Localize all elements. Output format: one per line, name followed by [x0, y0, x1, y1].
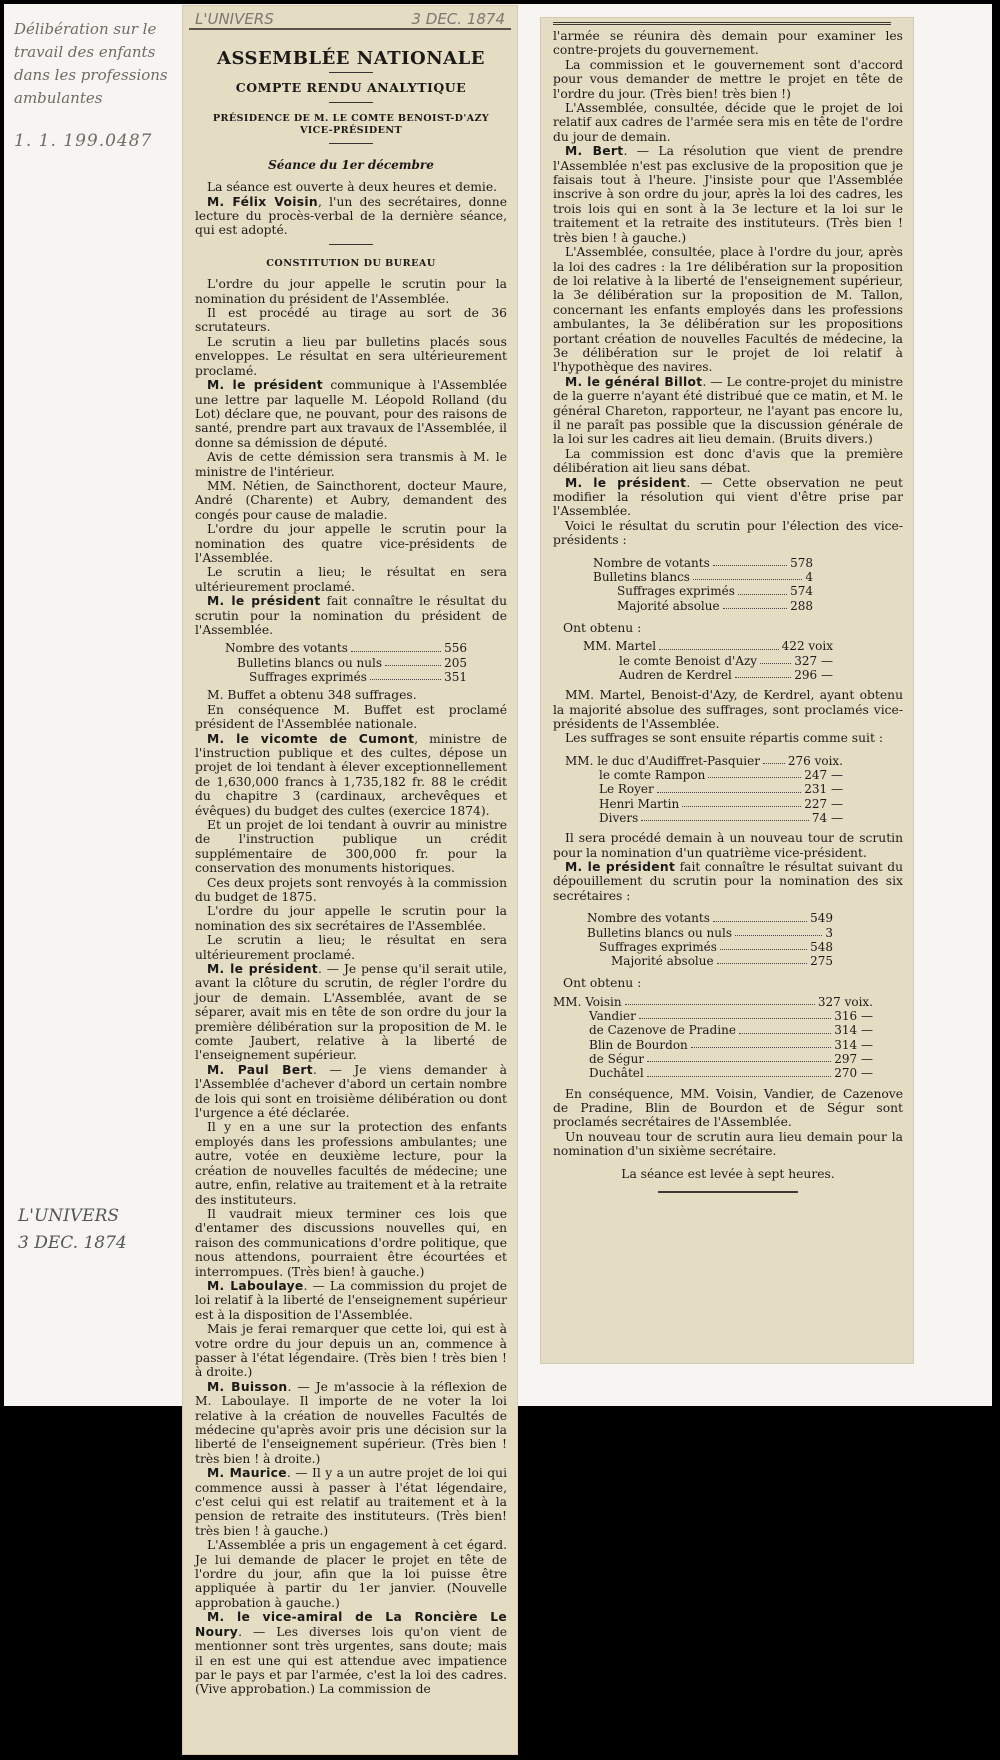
- tally-label: Majorité absolue: [617, 598, 720, 613]
- paragraph: Ces deux projets sont renvoyés à la commission du budget de 1875.: [195, 875, 507, 904]
- paragraph: [553, 375, 903, 447]
- divider: [329, 72, 373, 73]
- tally-value: 4: [805, 569, 813, 584]
- result-row: [553, 1052, 873, 1066]
- divider: [329, 102, 373, 103]
- tally-label: Suffrages exprimés: [599, 939, 717, 954]
- paragraph: L'ordre du jour appelle le scrutin pour la nomination des six secrétaires de l'Assemblée.: [195, 904, 507, 933]
- other-results: [565, 754, 843, 825]
- speaker: M. le président: [565, 860, 676, 875]
- speaker: M. Paul Bert: [207, 1062, 313, 1077]
- result-row: [565, 797, 843, 811]
- result-votes: 247 —: [804, 768, 843, 783]
- tally-label: Majorité absolue: [611, 954, 714, 969]
- divider: [329, 244, 373, 245]
- paragraph: M. Buffet a obtenu 348 suffrages.: [207, 688, 417, 703]
- secretary-tally: [587, 911, 833, 968]
- result-name: MM. le duc d'Audiffret-Pasquier: [565, 753, 760, 768]
- tally-row: [593, 570, 813, 584]
- paragraph: L'Assemblée, consultée, décide que le projet de loi relatif aux cadres de l'armée sera mis en tête de l'ordre du jour de demain.: [553, 101, 903, 144]
- result-row: [553, 1066, 873, 1080]
- paragraph: [195, 378, 507, 450]
- tally-row: [587, 954, 833, 968]
- speech: . — La résolution que vient de prendre l'Assemblée n'est pas exclusive de la proposition que je faisais tout à l'heure. J'insiste pour que l'Assemblée inscrive à son ordre du jour, après la loi des cadres, les trois lois qui en sont à la 3e lecture et la loi sur le traitement et la retraite des instituteurs. (Très bien ! très bien ! à gauche.): [553, 144, 903, 245]
- article-title: ASSEMBLÉE NATIONALE: [216, 48, 485, 69]
- tally-value: 351: [444, 670, 467, 684]
- paragraph: MM. Martel, Benoist-d'Azy, de Kerdrel, ayant obtenu la majorité absolue des suffrages, sont proclamés vice-présidents de l'Assemblée.: [553, 688, 903, 731]
- speech: . — Je pense qu'il serait utile, avant la clôture du scrutin, de régler l'ordre du jour de demain. L'Assemblée, avant de se séparer, avait mis en tête de son ordre du jour la première délibération sur la proposition de M. le comte Jaubert, relative à la liberté de l'enseignement supérieur.: [195, 962, 507, 1063]
- tally-label: Suffrages exprimés: [617, 584, 735, 599]
- speaker: M. Buisson: [207, 1379, 288, 1394]
- paragraph: [195, 1610, 507, 1696]
- speech: , l'un des secrétaires, donne lecture du procès-verbal de la dernière séance, qui est adopté.: [195, 194, 507, 238]
- paragraph: MM. Nétien, de Saincthorent, docteur Maure, André (Charente) et Aubry, demandent des congés pour cause de maladie.: [195, 478, 507, 522]
- speaker: M. le vicomte de Cumont: [207, 731, 415, 746]
- speech: . — La commission du projet de loi relatif à la liberté de l'enseignement supérieur est à la disposition de l'Assemblée.: [195, 1278, 507, 1322]
- result-name: le comte Benoist d'Azy: [619, 653, 758, 668]
- source-paper: L'UNIVERS: [18, 1206, 120, 1226]
- paragraph: [195, 1279, 507, 1322]
- tally-row: [593, 599, 813, 613]
- result-row: [565, 811, 843, 825]
- source-date: 3 DEC. 1874: [18, 1233, 127, 1253]
- paragraph: [195, 594, 507, 637]
- result-votes: 231 —: [804, 782, 843, 797]
- tally-label: Bulletins blancs: [593, 569, 690, 584]
- paragraph: Il vaudrait mieux terminer ces lois que d'entamer des discussions nouvelles qui, en raison des communications d'ordre politique, que nous attendons, pourraient être écourtées et interrompues. (Très bien! à gauche.): [195, 1206, 507, 1279]
- president-tally: [225, 641, 467, 684]
- handwritten-source: [18, 1203, 127, 1257]
- paragraph: Voici le résultat du scrutin pour l'élection des vice-présidents :: [553, 518, 903, 548]
- paragraph: [195, 1466, 507, 1538]
- paragraph: Et un projet de loi tendant à ouvrir au ministre de l'instruction publique un crédit supplémentaire de 300,000 fr. pour la conservation des monuments historiques.: [195, 817, 507, 876]
- vice-president-text: VICE-PRÉSIDENT: [299, 124, 403, 136]
- result-votes: 74 —: [811, 810, 843, 825]
- tally-label: Bulletins blancs ou nuls: [587, 925, 733, 940]
- paragraph: Le scrutin a lieu; le résultat en sera ultérieurement proclamé.: [195, 933, 507, 962]
- result-row: [553, 1038, 873, 1052]
- tally-value: 275: [810, 954, 833, 969]
- speaker: M. le président: [207, 594, 321, 609]
- result-row: [553, 1023, 873, 1037]
- result-row: [583, 668, 833, 682]
- result-name: Audren de Kerdrel: [619, 667, 732, 682]
- paragraph: L'Assemblée a pris un engagement à cet égard. Je lui demande de placer le projet en tête de l'ordre du jour, afin que la loi puisse être appliquée à partir du 1er janvier. (Nouvelle approbation à gauche.): [195, 1538, 507, 1610]
- speaker: M. le président: [207, 962, 318, 977]
- tally-value: 556: [444, 641, 467, 656]
- top-rule: [553, 22, 891, 25]
- paragraph: Les suffrages se sont ensuite répartis comme suit :: [565, 731, 883, 746]
- tally-row: [587, 926, 833, 940]
- speaker: M. Bert: [565, 144, 624, 159]
- speech: , ministre de l'instruction publique et des cultes, dépose un projet de loi tendant à élever exceptionnellement de 1,630,000 francs à 1,735,182 fr. 88 le crédit du chapitre 3 (cardinaux, archevêques et évêques) du budget des cultes (exercice 1874).: [195, 731, 507, 818]
- speech: . — Je m'associe à la réflexion de M. Laboulaye. Il importe de ne voter la loi relative à la création de nouvelles Facultés de médecine qu'après avoir pris une décision sur la liberté de l'enseignement supérieur. (Très bien ! très bien ! à droite.): [195, 1379, 508, 1466]
- result-name: MM. Martel: [583, 639, 657, 654]
- speaker: M. le général Billot: [565, 374, 703, 389]
- result-row: [583, 654, 833, 668]
- result-name: le comte Rampon: [599, 768, 706, 783]
- tally-row: [593, 584, 813, 598]
- section-heading: CONSTITUTION DU BUREAU: [266, 257, 436, 269]
- tally-row: [587, 940, 833, 954]
- handwritten-note: [14, 18, 184, 153]
- paragraph: En conséquence M. Buffet est proclamé président de l'Assemblée nationale.: [195, 702, 507, 732]
- result-votes: 327 —: [794, 653, 833, 668]
- speaker: M. Maurice: [207, 1466, 287, 1481]
- paragraph: Avis de cette démission sera transmis à M. le ministre de l'intérieur.: [195, 450, 507, 479]
- vp-results: [583, 639, 833, 682]
- article-subtitle: COMPTE RENDU ANALYTIQUE: [235, 80, 467, 96]
- paragraph: L'ordre du jour appelle le scrutin pour la nomination du président de l'Assemblée.: [195, 277, 507, 306]
- clipping-column-2: [541, 18, 913, 1363]
- result-name: Vandier: [589, 1009, 636, 1024]
- clipping-column-1: [183, 6, 517, 1754]
- paragraph: [195, 195, 507, 238]
- result-row: [583, 639, 833, 653]
- secretary-results: [553, 995, 873, 1081]
- speech: . — Les diverses lois qu'on vient de mentionner sont très urgentes, sans doute; mais il en est une qui est attendue avec impatience par le pays et par l'armée, c'est la loi des cadres. (Vive approbation.) La commission de: [195, 1624, 507, 1697]
- seance-heading: Séance du 1er décembre: [268, 157, 434, 172]
- speaker: M. Félix Voisin: [207, 194, 318, 209]
- vp-tally: [593, 556, 813, 613]
- paragraph: [195, 1380, 507, 1466]
- result-name: MM. Voisin: [553, 994, 622, 1009]
- result-name: Divers: [599, 810, 639, 825]
- result-name: Henri Martin: [599, 796, 680, 811]
- paragraph: L'Assemblée, consultée, place à l'ordre du jour, après la loi des cadres : la 1re délibération sur la proposition de loi relative à la liberté de l'enseignement supérieur, la 3e délibération sur la proposition de M. Tallon, concernant les enfants employés dans les professions ambulantes, la 3e délibération sur les propositions portant création de nouvelles Facultés de médecine, la 3e délibération sur le projet de loi relatif à l'hypothèque des navires.: [553, 245, 903, 375]
- tally-value: 548: [810, 939, 833, 954]
- result-row: [565, 768, 843, 782]
- result-name: de Ségur: [589, 1052, 645, 1067]
- result-votes: 327 voix.: [817, 994, 873, 1009]
- tally-label: Bulletins blancs ou nuls: [237, 655, 383, 670]
- speaker: M. le vice-amiral de La Roncière Le Noury: [195, 1610, 507, 1639]
- speech: . — Cette observation ne peut modifier la résolution qui vient d'être prise par l'Assemblée.: [553, 475, 903, 519]
- note-line-4: ambulantes: [14, 89, 103, 107]
- result-votes: 296 —: [794, 667, 833, 682]
- tally-label: Nombre de votants: [593, 555, 710, 570]
- tally-value: 205: [444, 655, 467, 670]
- result-votes: 297 —: [834, 1052, 873, 1067]
- result-votes: 276 voix.: [787, 753, 843, 768]
- result-votes: 422 voix: [781, 639, 833, 654]
- paragraph: [553, 860, 903, 903]
- tally-value: 574: [790, 584, 813, 599]
- paragraph: Mais je ferai remarquer que cette loi, qui est à votre ordre du jour depuis un an, commence à passer à l'état légendaire. (Très bien ! très bien ! à droite.): [195, 1322, 507, 1380]
- result-row: [565, 782, 843, 796]
- tally-value: 578: [790, 555, 813, 570]
- note-line-1: Délibération sur le: [14, 20, 157, 38]
- paragraph: [195, 732, 507, 818]
- result-row: [565, 754, 843, 768]
- paragraph: Il y en a une sur la protection des enfants employés dans les professions ambulantes; une autre, votée en deuxième lecture, pour la création de nouvelles facultés de médecine; une autre, enfin, relative au traitement et à la retraite des instituteurs.: [195, 1120, 507, 1207]
- result-name: Le Royer: [599, 782, 654, 797]
- result-row: [553, 995, 873, 1009]
- paragraph: La commission et le gouvernement sont d'accord pour vous demander de mettre le projet en tête de l'ordre du jour. (Très bien! très bien !): [553, 57, 903, 101]
- speech: communique à l'Assemblée une lettre par laquelle M. Léopold Rolland (du Lot) déclare que, ne pouvant, pour des raisons de santé, prendre part aux travaux de l'Assemblée, il donne sa démission de député.: [195, 378, 508, 450]
- result-name: Duchâtel: [589, 1066, 644, 1081]
- paragraph: Un nouveau tour de scrutin aura lieu demain pour la nomination d'un sixième secrétaire.: [553, 1129, 903, 1159]
- paragraph: En conséquence, MM. Voisin, Vandier, de Cazenove de Pradine, Blin de Bourdon et de Ségur sont proclamés secrétaires de l'Assemblée.: [553, 1086, 903, 1130]
- speech: fait connaître le résultat du scrutin pour la nomination du président de l'Assemblée.: [195, 594, 508, 637]
- tally-row: [225, 670, 467, 684]
- ont-obtenu: Ont obtenu :: [563, 976, 642, 991]
- tally-label: Nombre des votants: [225, 641, 348, 656]
- tally-value: 549: [810, 911, 833, 926]
- tally-value: 288: [790, 598, 813, 613]
- paragraph: L'ordre du jour appelle le scrutin pour la nomination des quatre vice-présidents de l'Assemblée.: [195, 522, 507, 565]
- tally-label: Suffrages exprimés: [249, 670, 367, 684]
- paragraph: Le scrutin a lieu par bulletins placés sous enveloppes. Le résultat en sera ultérieurement proclamé.: [195, 334, 507, 378]
- note-line-2: travail des enfants: [14, 43, 156, 61]
- paragraph: La commission est donc d'avis que la première délibération ait lieu sans débat.: [553, 446, 903, 476]
- result-votes: 316 —: [834, 1009, 873, 1024]
- result-name: de Cazenove de Pradine: [589, 1023, 736, 1038]
- result-votes: 270 —: [834, 1066, 873, 1081]
- result-row: [553, 1009, 873, 1023]
- masthead-paper: L'UNIVERS: [195, 10, 274, 28]
- note-line-3: dans les professions: [14, 66, 168, 84]
- paragraph: La séance est ouverte à deux heures et demie.: [207, 180, 498, 195]
- presidence-text: PRÉSIDENCE DE M. LE COMTE BENOIST-D'AZY: [212, 112, 490, 124]
- tally-row: [225, 656, 467, 670]
- paragraph: Le scrutin a lieu; le résultat en sera ultérieurement proclamé.: [195, 565, 507, 594]
- paragraph: Il sera procédé demain à un nouveau tour de scrutin pour la nomination d'un quatrième vice-président.: [553, 831, 903, 860]
- speech: . — Le contre-projet du ministre de la guerre n'ayant été distribué que ce matin, et M. le général Chareton, rapporteur, ne l'ayant pas encore lu, il ne paraît pas possible que la discussion générale de la loi sur les cadres ait lieu demain. (Bruits divers.): [553, 374, 903, 447]
- result-votes: 314 —: [834, 1037, 873, 1052]
- divider: [329, 143, 373, 144]
- presidence-line: [195, 113, 507, 137]
- tally-row: [225, 641, 467, 655]
- tally-value: 3: [825, 925, 833, 940]
- speaker: M. le président: [207, 378, 323, 393]
- masthead-date: 3 DEC. 1874: [411, 10, 505, 28]
- masthead: [189, 6, 511, 30]
- archive-reference: 1. 1. 199.0487: [14, 131, 153, 151]
- speech: . — Il y a un autre projet de loi qui commence aussi à passer à l'état légendaire, c'est celui qui est relatif au traitement et à la pension de retraite des instituteurs. (Très bien! très bien ! à gauche.): [195, 1466, 507, 1538]
- paragraph: [553, 476, 903, 519]
- speech: . — Je viens demander à l'Assemblée d'achever d'abord un certain nombre de lois qui sont en troisième délibération ou dont l'urgence a été déclarée.: [195, 1062, 507, 1121]
- result-votes: 314 —: [834, 1023, 873, 1038]
- result-votes: 227 —: [804, 796, 843, 811]
- paragraph: l'armée se réunira dès demain pour examiner les contre-projets du gouvernement.: [553, 29, 903, 58]
- paragraph: [195, 962, 507, 1063]
- footer-rule: [658, 1191, 798, 1193]
- tally-row: [593, 556, 813, 570]
- paragraph: [195, 1063, 507, 1121]
- speech: fait connaître le résultat suivant du dépouillement du scrutin pour la nomination des six secrétaires :: [553, 860, 903, 903]
- paragraph: Il est procédé au tirage au sort de 36 scrutateurs.: [195, 306, 507, 335]
- paragraph: [553, 144, 903, 245]
- tally-row: [587, 911, 833, 925]
- tally-label: Nombre des votants: [587, 911, 710, 926]
- closing-line: La séance est levée à sept heures.: [621, 1166, 835, 1181]
- speaker: M. Laboulaye: [207, 1278, 304, 1293]
- result-name: Blin de Bourdon: [589, 1037, 688, 1052]
- speaker: M. le président: [565, 475, 687, 490]
- ont-obtenu: Ont obtenu :: [563, 620, 642, 635]
